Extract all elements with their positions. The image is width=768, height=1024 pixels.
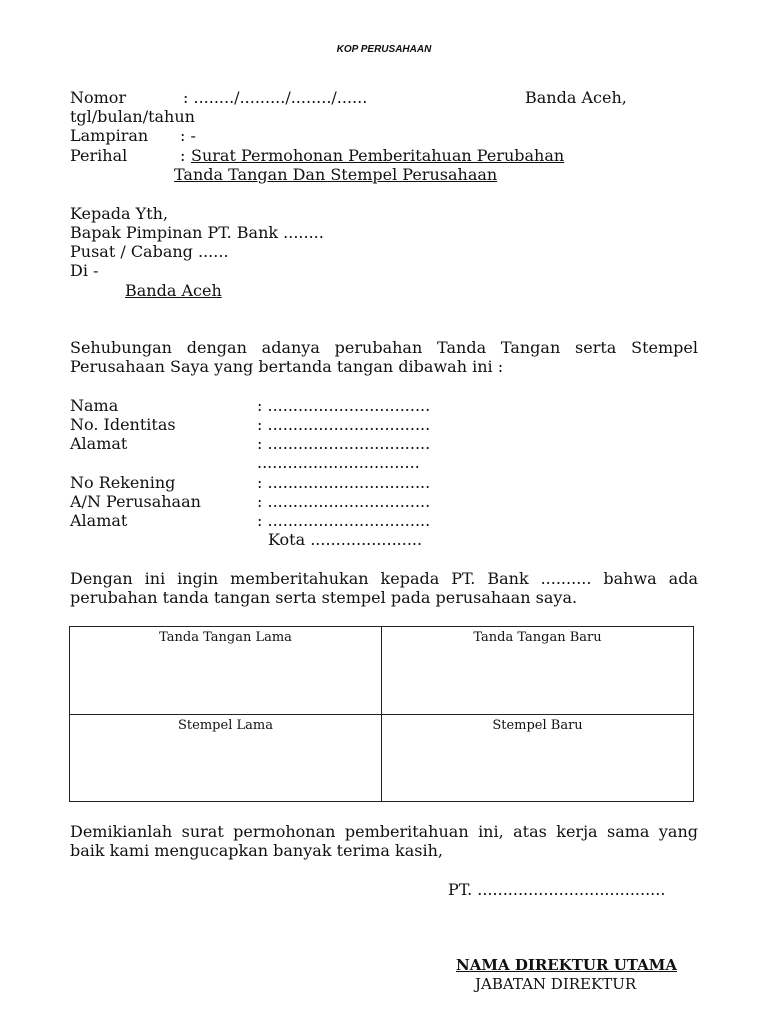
director-title: JABATAN DIREKTUR [475,975,637,993]
lampiran-label: Lampiran [70,126,149,145]
old-stamp-cell: Stempel Lama [70,715,382,802]
field-value: : ................................ [257,473,431,492]
field-label: No Rekening [70,473,176,492]
perihal-colon: : [180,146,186,165]
field-label: No. Identitas [70,415,176,434]
table-row [70,715,694,802]
recipient-branch: Pusat / Cabang ...... [70,242,229,261]
new-stamp-cell: Stempel Baru [382,715,694,802]
recipient-di: Di - [70,261,99,280]
field-value-city: Kota ...................... [268,530,423,549]
field-label: Alamat [70,434,128,453]
table-row [70,627,694,715]
field-value-continuation: ................................ [257,453,420,472]
old-signature-cell: Tanda Tangan Lama [70,627,382,715]
field-label: Nama [70,396,119,415]
field-value: : ................................ [257,415,431,434]
director-name: NAMA DIREKTUR UTAMA [456,956,678,974]
perihal-subject-line1: Surat Permohonan Pemberitahuan Perubahan [191,146,565,165]
field-label: A/N Perusahaan [70,492,201,511]
place-date-line1: Banda Aceh, [525,88,627,107]
nomor-label: Nomor [70,88,127,107]
field-value: : ................................ [257,492,431,511]
notice-paragraph: Dengan ini ingin memberitahukan kepada PT. Bank .......... bahwa ada perubahan tanda tangan serta stempel pada perusahaan saya. [70,569,698,607]
perihal-label: Perihal [70,146,128,165]
recipient-name: Bapak Pimpinan PT. Bank ........ [70,223,324,242]
intro-paragraph: Sehubungan dengan adanya perubahan Tanda Tangan serta Stempel Perusahaan Saya yang bertanda tangan dibawah ini : [70,338,698,376]
place-date-line2: tgl/bulan/tahun [70,107,195,126]
field-value: : ................................ [257,434,431,453]
new-signature-cell: Tanda Tangan Baru [382,627,694,715]
recipient-city: Banda Aceh [125,281,222,300]
company-signatory: PT. ..................................... [448,880,666,899]
recipient-greeting: Kepada Yth, [70,204,169,223]
perihal-subject-line2: Tanda Tangan Dan Stempel Perusahaan [174,165,498,184]
signature-stamp-table [69,626,694,802]
field-value: : ................................ [257,511,431,530]
lampiran-value: : - [180,126,196,145]
nomor-value: : ......../........./......../...... [183,88,368,107]
field-value: : ................................ [257,396,431,415]
field-label: Alamat [70,511,128,530]
closing-paragraph: Demikianlah surat permohonan pemberitahuan ini, atas kerja sama yang baik kami mengucapkan banyak terima kasih, [70,822,698,860]
letterhead-placeholder: KOP PERUSAHAAN [336,44,432,55]
